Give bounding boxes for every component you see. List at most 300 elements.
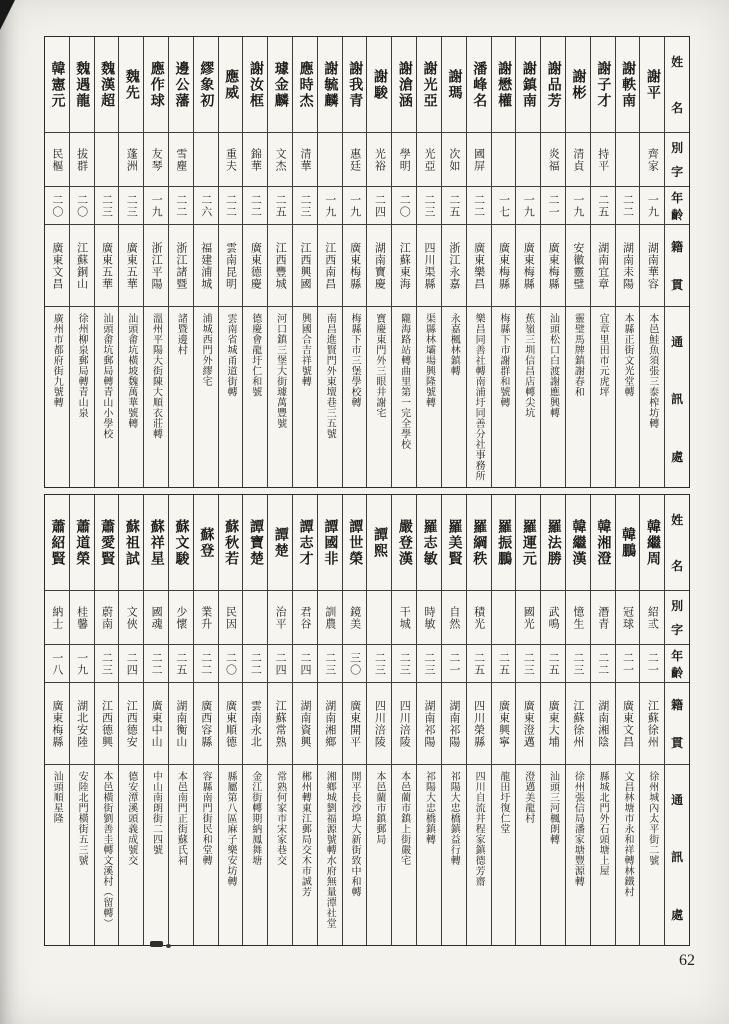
entry-zi: 國光 bbox=[516, 591, 540, 645]
entry-age: 二三 bbox=[516, 645, 540, 683]
column-header-age: 年 齡 bbox=[665, 645, 689, 683]
entry-address: 興國合吉祥號轉 bbox=[299, 313, 311, 387]
entry-origin: 湖南宜章 bbox=[591, 225, 615, 307]
entry-origin: 湖南耒陽 bbox=[616, 225, 640, 307]
entry-name: 謝汝框 bbox=[243, 37, 267, 133]
entry-address: 汕頭畬坑橫坡魏萬華號轉 bbox=[125, 313, 137, 429]
person-column bbox=[45, 495, 69, 945]
entry-zi: 自然 bbox=[442, 591, 466, 645]
entry-address: 諸暨邊村 bbox=[175, 313, 187, 355]
person-column bbox=[565, 37, 590, 487]
entry-name: 謝懋權 bbox=[492, 37, 516, 133]
entry-age: 一九 bbox=[343, 187, 367, 225]
entry-origin: 湖南華容 bbox=[640, 225, 664, 307]
person-column bbox=[193, 495, 218, 945]
entry-age: 一九 bbox=[516, 187, 540, 225]
entry-zi: 光裕 bbox=[367, 133, 391, 187]
person-column bbox=[94, 495, 119, 945]
entry-origin: 廣東五華 bbox=[119, 225, 143, 307]
entry-address: 湘鄉城劉福源號轉水府無量潭社堂 bbox=[324, 771, 336, 929]
entry-address: 本邑南門正街蘇氏祠 bbox=[175, 771, 187, 866]
entry-name: 譚國非 bbox=[318, 495, 342, 591]
person-column bbox=[69, 495, 94, 945]
entry-name: 謝鎮南 bbox=[516, 37, 540, 133]
entry-name: 羅美賢 bbox=[442, 495, 466, 591]
entry-address: 汕頭松口白渡謝應興轉 bbox=[547, 313, 559, 418]
entry-origin: 江西豐城 bbox=[268, 225, 292, 307]
entry-zi: 文杰 bbox=[268, 133, 292, 187]
entry-age: 二四 bbox=[119, 645, 143, 683]
entry-zi: 炎福 bbox=[541, 133, 565, 187]
entry-origin: 湖南祁陽 bbox=[417, 683, 441, 765]
entry-name: 魏遇龍 bbox=[70, 37, 94, 133]
entry-name: 蕭紹賢 bbox=[45, 495, 69, 591]
entry-zi: 錦華 bbox=[243, 133, 267, 187]
entry-address: 文昌林塘市永和祥轉林鐵村 bbox=[621, 771, 633, 897]
person-column bbox=[565, 495, 590, 945]
entry-name: 羅綱秩 bbox=[467, 495, 491, 591]
entry-origin: 湖南衡山 bbox=[169, 683, 193, 765]
entry-origin: 湖南湘鄉 bbox=[318, 683, 342, 765]
person-column bbox=[391, 495, 416, 945]
entry-age: 一九 bbox=[566, 187, 590, 225]
person-column bbox=[639, 495, 664, 945]
entry-age: 二三 bbox=[95, 187, 119, 225]
entry-origin: 廣東樂昌 bbox=[467, 225, 491, 307]
entry-origin: 江西南昌 bbox=[318, 225, 342, 307]
entry-name: 謝平 bbox=[640, 37, 664, 133]
person-column bbox=[118, 37, 143, 487]
entry-name: 羅振鵬 bbox=[492, 495, 516, 591]
entry-origin: 浙江永嘉 bbox=[442, 225, 466, 307]
entry-address: 汕頭三河楓朗轉 bbox=[547, 771, 559, 845]
entry-address: 容縣南門街民和堂轉 bbox=[200, 771, 212, 866]
entry-origin: 廣東開平 bbox=[343, 683, 367, 765]
entry-name: 蕭道榮 bbox=[70, 495, 94, 591]
person-column bbox=[168, 37, 193, 487]
entry-zi: 鏡美 bbox=[343, 591, 367, 645]
entry-address: 德慶會龍圩仁和號 bbox=[249, 313, 261, 397]
entry-address: 徐州張信局潘家塘豐源轉 bbox=[572, 771, 584, 887]
entry-age: 二五 bbox=[541, 645, 565, 683]
entry-age: 二六 bbox=[194, 187, 218, 225]
person-column bbox=[540, 495, 565, 945]
person-column bbox=[615, 37, 640, 487]
entry-address: 本邑鮭魚須張三泰榨坊轉 bbox=[646, 313, 658, 429]
entry-zi: 友琴 bbox=[144, 133, 168, 187]
entry-address: 安陸北門橫街五三號 bbox=[76, 771, 88, 866]
entry-age: 二〇 bbox=[70, 187, 94, 225]
entry-name: 譚志才 bbox=[293, 495, 317, 591]
entry-name: 繆象初 bbox=[194, 37, 218, 133]
entry-age: 一七 bbox=[492, 187, 516, 225]
entry-zi: 文俠 bbox=[119, 591, 143, 645]
entry-name: 韓湘澄 bbox=[591, 495, 615, 591]
entry-name: 羅運元 bbox=[516, 495, 540, 591]
entry-name: 譚熙 bbox=[367, 495, 391, 591]
entry-origin: 江蘇東海 bbox=[392, 225, 416, 307]
entry-age: 二三 bbox=[417, 187, 441, 225]
entry-origin: 廣東梅縣 bbox=[45, 683, 69, 765]
entry-address: 靈璧馬牌鎮謝春和 bbox=[572, 313, 584, 397]
person-column bbox=[639, 37, 664, 487]
person-column bbox=[540, 37, 565, 487]
entry-name: 璩金麟 bbox=[268, 37, 292, 133]
entry-origin: 湖北安陸 bbox=[70, 683, 94, 765]
entry-name: 謝毓麟 bbox=[318, 37, 342, 133]
entry-zi: 時敏 bbox=[417, 591, 441, 645]
entry-origin: 四川涪陵 bbox=[392, 683, 416, 765]
person-column bbox=[267, 495, 292, 945]
entry-address: 本邑橫街劉善圭轉文溪村（留轉） bbox=[100, 771, 112, 929]
entry-age: 二二 bbox=[591, 645, 615, 683]
person-column bbox=[45, 37, 69, 487]
entry-address: 雲南省城甬道街轉 bbox=[224, 313, 236, 397]
entry-address: 常熟何家市宋家巷交 bbox=[274, 771, 286, 866]
entry-name: 譚世榮 bbox=[343, 495, 367, 591]
entry-origin: 福建浦城 bbox=[194, 225, 218, 307]
person-column bbox=[491, 37, 516, 487]
column-header-name: 姓 名 bbox=[665, 495, 689, 591]
entry-origin: 廣東順德 bbox=[219, 683, 243, 765]
entry-origin: 江蘇常熟 bbox=[268, 683, 292, 765]
entry-origin: 廣東德慶 bbox=[243, 225, 267, 307]
entry-name: 蘇祥星 bbox=[144, 495, 168, 591]
entry-zi bbox=[243, 591, 267, 645]
entry-name: 謝我青 bbox=[343, 37, 367, 133]
entry-origin: 湖南祁陽 bbox=[442, 683, 466, 765]
entry-address: 廣州市都府街九號轉 bbox=[51, 313, 63, 408]
entry-age: 二三 bbox=[367, 645, 391, 683]
entry-zi: 清貞 bbox=[566, 133, 590, 187]
entry-name: 魏漢超 bbox=[95, 37, 119, 133]
entry-zi: 惠廷 bbox=[343, 133, 367, 187]
entry-name: 謝軼南 bbox=[616, 37, 640, 133]
entry-origin: 廣東梅縣 bbox=[516, 225, 540, 307]
entry-name: 蕭愛賢 bbox=[95, 495, 119, 591]
column-header-address: 通 訊 處 bbox=[671, 793, 684, 922]
entry-address: 本邑藺市鎮上街嚴宅 bbox=[398, 771, 410, 866]
person-column bbox=[515, 495, 540, 945]
person-column bbox=[267, 37, 292, 487]
column-header-origin: 籍 貫 bbox=[665, 683, 689, 765]
entry-address: 渠縣林壩場興隆號轉 bbox=[423, 313, 435, 408]
entry-age: 二三 bbox=[392, 645, 416, 683]
entry-address: 寶慶東門外三眼井謝宅 bbox=[373, 313, 385, 418]
entry-origin: 廣東文昌 bbox=[616, 683, 640, 765]
entry-zi: 持平 bbox=[591, 133, 615, 187]
header-column bbox=[664, 37, 689, 487]
entry-address: 德安潭溪頭義成號交 bbox=[125, 771, 137, 866]
entry-origin: 雲南昆明 bbox=[219, 225, 243, 307]
entry-age: 二二 bbox=[219, 187, 243, 225]
entry-name: 韓繼周 bbox=[640, 495, 664, 591]
entry-address: 徐州柳泉郵局轉青山泉 bbox=[76, 313, 88, 418]
entry-zi: 次如 bbox=[442, 133, 466, 187]
entry-age: 一九 bbox=[144, 187, 168, 225]
entry-zi: 干城 bbox=[392, 591, 416, 645]
entry-zi bbox=[318, 133, 342, 187]
column-header-name: 姓 名 bbox=[665, 37, 689, 133]
page-number: 62 bbox=[679, 952, 695, 969]
person-column bbox=[292, 37, 317, 487]
column-header-zi: 別 字 bbox=[665, 133, 689, 187]
entry-address: 河口鎮三堡大街璩萬豐號 bbox=[274, 313, 286, 429]
person-column bbox=[143, 37, 168, 487]
entry-name: 嚴登漢 bbox=[392, 495, 416, 591]
scan-artifact bbox=[166, 944, 171, 948]
person-column bbox=[143, 495, 168, 945]
entry-age: 二二 bbox=[243, 645, 267, 683]
entry-name: 蘇登 bbox=[194, 495, 218, 591]
entry-origin: 廣東梅縣 bbox=[541, 225, 565, 307]
person-column bbox=[416, 37, 441, 487]
entry-age: 二三 bbox=[417, 645, 441, 683]
entry-name: 應威 bbox=[219, 37, 243, 133]
entry-origin: 廣東大埔 bbox=[541, 683, 565, 765]
person-column bbox=[218, 37, 243, 487]
person-column bbox=[391, 37, 416, 487]
entry-name: 譚楚 bbox=[268, 495, 292, 591]
entry-name: 蘇秋若 bbox=[219, 495, 243, 591]
entry-age: 一八 bbox=[45, 645, 69, 683]
entry-origin: 江西德興 bbox=[95, 683, 119, 765]
entry-zi: 武鳴 bbox=[541, 591, 565, 645]
entry-origin: 江蘇徐州 bbox=[640, 683, 664, 765]
entry-zi: 君谷 bbox=[293, 591, 317, 645]
entry-age: 二二 bbox=[616, 187, 640, 225]
entry-origin: 湖南寶慶 bbox=[367, 225, 391, 307]
entry-name: 魏先 bbox=[119, 37, 143, 133]
entry-origin: 廣東文昌 bbox=[45, 225, 69, 307]
entry-origin: 江西德安 bbox=[119, 683, 143, 765]
entry-origin: 江西興國 bbox=[293, 225, 317, 307]
entry-age: 二一 bbox=[640, 645, 664, 683]
entry-zi bbox=[616, 133, 640, 187]
person-column bbox=[441, 495, 466, 945]
person-column bbox=[69, 37, 94, 487]
entry-age: 二〇 bbox=[45, 187, 69, 225]
entry-origin: 廣東梅縣 bbox=[343, 225, 367, 307]
person-column bbox=[218, 495, 243, 945]
entry-age: 一九 bbox=[640, 187, 664, 225]
person-column bbox=[515, 37, 540, 487]
entry-zi: 蔚南 bbox=[95, 591, 119, 645]
entry-age: 一九 bbox=[318, 187, 342, 225]
entry-zi: 訓農 bbox=[318, 591, 342, 645]
entry-address: 汕頭順星隆 bbox=[51, 771, 63, 824]
entry-age: 二三 bbox=[119, 187, 143, 225]
entry-address: 開平長沙埠大新街致中和轉 bbox=[349, 771, 361, 897]
entry-origin: 廣東梅縣 bbox=[492, 225, 516, 307]
entry-origin: 浙江平陽 bbox=[144, 225, 168, 307]
entry-zi bbox=[367, 591, 391, 645]
entry-zi: 拔群 bbox=[70, 133, 94, 187]
person-column bbox=[590, 37, 615, 487]
entry-zi: 重夫 bbox=[219, 133, 243, 187]
entry-address: 蕉嶺三圳信昌店轉尖坑 bbox=[522, 313, 534, 418]
scan-artifact bbox=[150, 941, 163, 947]
entry-address: 汕頭畬坑郵局轉青山小學校 bbox=[100, 313, 112, 439]
entry-zi bbox=[516, 133, 540, 187]
entry-age: 二五 bbox=[492, 645, 516, 683]
entry-origin: 廣西容縣 bbox=[194, 683, 218, 765]
person-column bbox=[590, 495, 615, 945]
entry-origin: 湖南湘陰 bbox=[591, 683, 615, 765]
entry-address: 本縣正街文光堂轉 bbox=[621, 313, 633, 397]
entry-zi: 清華 bbox=[293, 133, 317, 187]
entry-zi: 蓬洲 bbox=[119, 133, 143, 187]
column-header-age: 年 齡 bbox=[665, 187, 689, 225]
person-column bbox=[491, 495, 516, 945]
entry-zi: 紹弎 bbox=[640, 591, 664, 645]
person-column bbox=[118, 495, 143, 945]
entry-age: 二五 bbox=[467, 645, 491, 683]
entry-name: 謝滄涵 bbox=[392, 37, 416, 133]
person-column bbox=[466, 495, 491, 945]
entry-age: 二四 bbox=[268, 645, 292, 683]
header-column bbox=[664, 495, 689, 945]
entry-origin: 雲南永北 bbox=[243, 683, 267, 765]
entry-name: 韓繼漢 bbox=[566, 495, 590, 591]
entry-zi: 民樞 bbox=[45, 133, 69, 187]
entry-age: 一九 bbox=[70, 645, 94, 683]
entry-name: 謝彬 bbox=[566, 37, 590, 133]
entry-origin: 四川榮縣 bbox=[467, 683, 491, 765]
entry-origin: 安徽靈璧 bbox=[566, 225, 590, 307]
entry-zi: 冠球 bbox=[616, 591, 640, 645]
entry-origin: 浙江諸暨 bbox=[169, 225, 193, 307]
entry-address: 永嘉楓林鎮轉 bbox=[448, 313, 460, 376]
entry-name: 應時杰 bbox=[293, 37, 317, 133]
entry-age: 二五 bbox=[268, 187, 292, 225]
entry-zi: 潛青 bbox=[591, 591, 615, 645]
entry-address: 梅縣下市謝群和號轉 bbox=[497, 313, 509, 408]
entry-name: 謝光亞 bbox=[417, 37, 441, 133]
entry-zi bbox=[194, 133, 218, 187]
column-header-origin: 籍 貫 bbox=[665, 225, 689, 307]
entry-address: 徐州城內太平街二號 bbox=[646, 771, 658, 866]
entry-origin: 廣東五華 bbox=[95, 225, 119, 307]
entry-age: 二二 bbox=[169, 187, 193, 225]
entry-age: 二〇 bbox=[219, 645, 243, 683]
entry-name: 譚寶楚 bbox=[243, 495, 267, 591]
entry-address: 樂昌同善社轉南浦圩同善分社事務所 bbox=[473, 313, 485, 481]
entry-zi: 國魂 bbox=[144, 591, 168, 645]
entry-address: 祁陽大忠橋鎮益行轉 bbox=[448, 771, 460, 866]
entry-name: 潘峰名 bbox=[467, 37, 491, 133]
entry-origin: 廣東澄邁 bbox=[516, 683, 540, 765]
entry-address: 澄邁美龍村 bbox=[522, 771, 534, 824]
person-column bbox=[342, 37, 367, 487]
person-column bbox=[94, 37, 119, 487]
entry-age: 二二 bbox=[144, 645, 168, 683]
entry-name: 應作球 bbox=[144, 37, 168, 133]
person-column bbox=[342, 495, 367, 945]
entry-origin: 四川渠縣 bbox=[417, 225, 441, 307]
entry-address: 梅縣下市三堡學校轉 bbox=[349, 313, 361, 408]
entry-age: 二五 bbox=[169, 645, 193, 683]
entry-zi bbox=[95, 133, 119, 187]
entry-age: 二一 bbox=[616, 645, 640, 683]
entry-age: 二三 bbox=[293, 187, 317, 225]
entry-address: 中山南朗街二四號 bbox=[150, 771, 162, 855]
entry-address: 縣城北門外石頭塘上屋 bbox=[597, 771, 609, 876]
entry-address: 隴海路站轉曲里第一完全學校 bbox=[398, 313, 410, 450]
entry-origin: 湖南資興 bbox=[293, 683, 317, 765]
person-column bbox=[193, 37, 218, 487]
person-column bbox=[292, 495, 317, 945]
person-column bbox=[366, 37, 391, 487]
entry-age: 二三 bbox=[318, 645, 342, 683]
entry-zi bbox=[492, 591, 516, 645]
entry-age: 二三 bbox=[566, 645, 590, 683]
entry-origin: 廣東興寧 bbox=[492, 683, 516, 765]
entry-name: 蘇祖試 bbox=[119, 495, 143, 591]
entry-age: 二〇 bbox=[392, 187, 416, 225]
entry-age: 二一 bbox=[541, 187, 565, 225]
entry-zi: 學明 bbox=[392, 133, 416, 187]
entry-origin: 廣東中山 bbox=[144, 683, 168, 765]
person-column bbox=[615, 495, 640, 945]
entry-age: 二三 bbox=[95, 645, 119, 683]
entry-age: 二五 bbox=[442, 187, 466, 225]
person-column bbox=[168, 495, 193, 945]
entry-address: 浦城西門外繆宅 bbox=[200, 313, 212, 387]
entry-name: 蘇文駿 bbox=[169, 495, 193, 591]
person-column bbox=[366, 495, 391, 945]
entry-age: 二二 bbox=[467, 187, 491, 225]
entry-name: 謝駿 bbox=[367, 37, 391, 133]
entry-zi: 國屏 bbox=[467, 133, 491, 187]
entry-address: 龍田圩復仁堂 bbox=[497, 771, 509, 834]
entry-age: 二五 bbox=[591, 187, 615, 225]
entry-address: 南昌進賢門外東壇巷三五號 bbox=[324, 313, 336, 439]
person-column bbox=[441, 37, 466, 487]
entry-name: 羅志敏 bbox=[417, 495, 441, 591]
entry-name: 謝子才 bbox=[591, 37, 615, 133]
entry-zi: 憶生 bbox=[566, 591, 590, 645]
person-column bbox=[466, 37, 491, 487]
entry-age: 二一 bbox=[442, 645, 466, 683]
entry-zi: 業升 bbox=[194, 591, 218, 645]
entry-name: 謝瑪 bbox=[442, 37, 466, 133]
directory-table-bottom bbox=[44, 494, 690, 946]
entry-origin: 江蘇銅山 bbox=[70, 225, 94, 307]
person-column bbox=[242, 37, 267, 487]
entry-age: 二四 bbox=[367, 187, 391, 225]
entry-address: 溫州平陽大街陳大順衣莊轉 bbox=[150, 313, 162, 439]
entry-age: 二四 bbox=[293, 645, 317, 683]
entry-age: 三〇 bbox=[343, 645, 367, 683]
entry-address: 郴州轉東江郵局交木市誠芳 bbox=[299, 771, 311, 897]
person-column bbox=[317, 37, 342, 487]
person-column bbox=[317, 495, 342, 945]
entry-address: 四川自流井程家鎮德芳齋 bbox=[473, 771, 485, 887]
entry-address: 宜章里田市元虎坪 bbox=[597, 313, 609, 397]
entry-zi: 齊家 bbox=[640, 133, 664, 187]
entry-age: 二二 bbox=[243, 187, 267, 225]
entry-zi: 光亞 bbox=[417, 133, 441, 187]
entry-address: 縣屬第八區麻子樂安坊轉 bbox=[224, 771, 236, 887]
person-column bbox=[416, 495, 441, 945]
entry-name: 羅法勝 bbox=[541, 495, 565, 591]
entry-address: 本邑藺市鎮郵局 bbox=[373, 771, 385, 845]
entry-zi: 積光 bbox=[467, 591, 491, 645]
entry-zi: 納士 bbox=[45, 591, 69, 645]
entry-zi: 桂馨 bbox=[70, 591, 94, 645]
entry-name: 謝品芳 bbox=[541, 37, 565, 133]
